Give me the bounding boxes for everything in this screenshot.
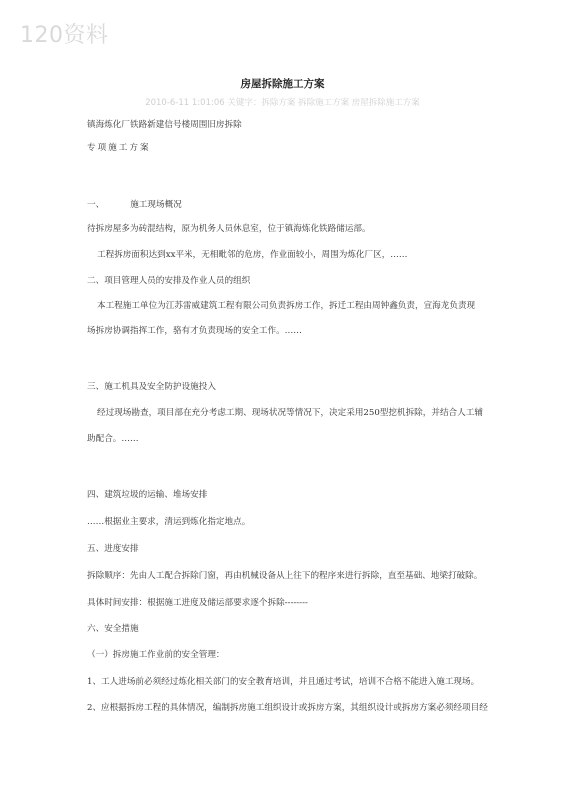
plan-label: 专项施工方案 [87,143,151,153]
section-1-title: 施工现场概况 [130,200,182,210]
section-3-paragraph-1: 经过现场勘查，项目部在充分考虑工期、现场状况等情况下，决定采用250型挖机拆除，并结合人工辅 [97,408,483,418]
section-5-heading: 五、进度安排 [87,544,139,554]
section-1-number: 一、 [87,200,105,210]
section-6-paragraph-2: 2、应根据拆房工程的具体情况，编制拆房施工组织设计或拆房方案，其组织设计或拆房方案必须经项目经 [87,703,488,713]
section-2-paragraph-2: 场拆房协调指挥工作，骆有才负责现场的安全工作。…… [87,326,302,336]
section-4-paragraph-1: ……根据业主要求，清运到炼化指定地点。 [87,517,251,527]
section-2-paragraph-1: 本工程施工单位为江苏雷威建筑工程有限公司负责拆房工作，拆迁工程由周钟鑫负责，宣海龙负责现 [97,301,476,311]
section-3-heading: 三、施工机具及安全防护设施投入 [87,382,216,392]
section-1-paragraph-1: 待拆房屋多为砖混结构，原为机务人员休息室，位于镇海炼化铁路储运部。 [87,224,371,234]
section-5-paragraph-1: 拆除顺序：先由人工配合拆除门窗，再由机械设备从上往下的程序来进行拆除，直至基础、地梁打破除。 [87,571,483,581]
section-6-subheading: （一）拆房施工作业前的安全管理： [87,650,225,660]
document-meta: 2010-6-11 1:01:06 关键字：拆除方案 拆除施工方案 房屋拆除施工方案 [145,98,420,108]
section-5-paragraph-2: 具体时间安排：根据施工进度及储运部要求逐个拆除-------- [87,598,308,608]
section-2-heading: 二、项目管理人员的安排及作业人员的组织 [87,276,251,286]
document-title: 房屋拆除施工方案 [240,78,325,90]
section-4-heading: 四、建筑垃圾的运输、堆场安排 [87,490,208,500]
project-name: 镇海炼化厂铁路新建信号楼周围旧房拆除 [87,120,242,130]
section-1-paragraph-2: 工程拆房面积达到xx平米，无相毗邻的危房，作业面较小，周围为炼化厂区，…… [97,250,408,260]
section-6-paragraph-1: 1、工人进场前必须经过炼化相关部门的安全教育培训，并且通过考试，培训不合格不能进入施工现场。 [87,677,480,687]
section-6-heading: 六、安全措施 [87,624,139,634]
watermark-logo: 120资料 [20,23,109,48]
section-3-paragraph-2: 助配合。…… [87,434,139,444]
section-1-heading [87,198,182,210]
